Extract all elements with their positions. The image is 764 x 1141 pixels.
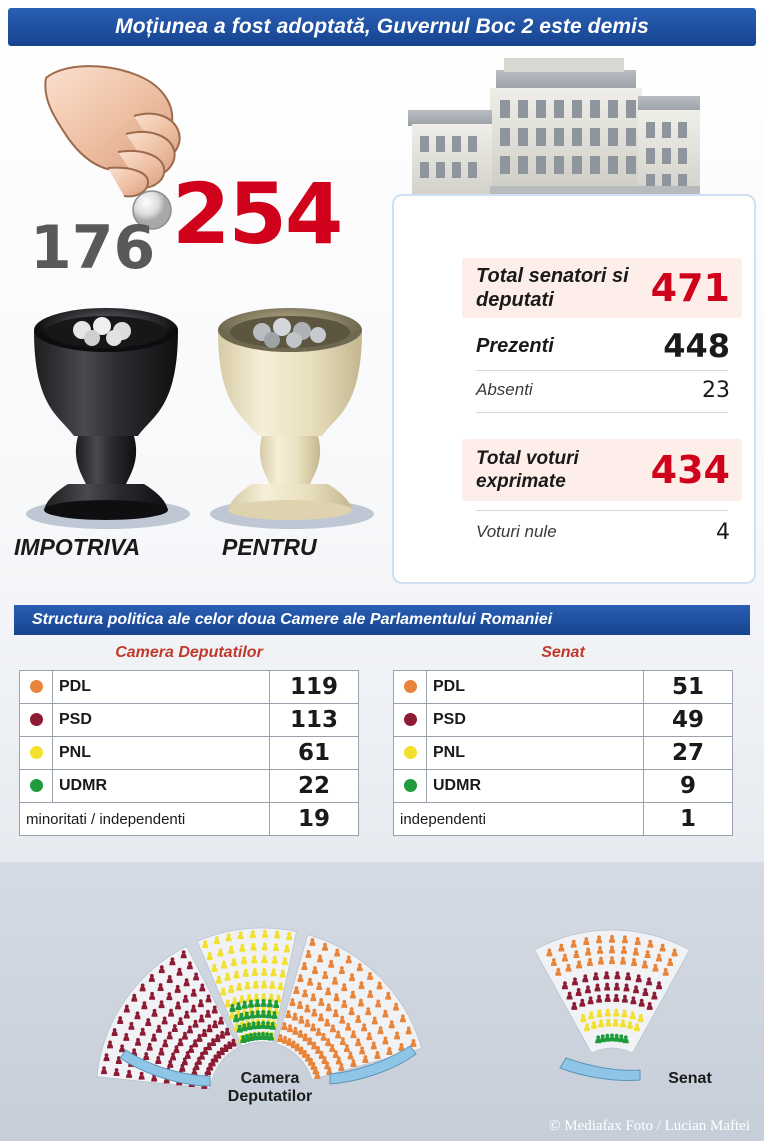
hemicycle-label-line2: Deputatilor: [227, 1088, 313, 1105]
party-seats: 22: [270, 770, 359, 803]
party-color-swatch: [20, 770, 53, 803]
party-color-swatch: [20, 704, 53, 737]
party-color-swatch: [394, 704, 427, 737]
hemicycle-label-senate: Senat: [668, 1070, 712, 1087]
stat-value: 434: [650, 448, 730, 492]
divider: [476, 370, 728, 371]
structure-section-header: [14, 605, 750, 635]
party-seats: 113: [270, 704, 359, 737]
party-name: PNL: [53, 737, 270, 770]
table-row: [20, 770, 359, 803]
chamber-senate-block: [388, 644, 738, 836]
urn-against: [16, 288, 196, 538]
credit-text: © Mediafax Foto / Lucian Maftei: [549, 1118, 750, 1134]
party-seats: 51: [644, 671, 733, 704]
party-name: PDL: [53, 671, 270, 704]
stat-label: Voturi nule: [476, 522, 557, 541]
vote-statistics-panel: [392, 194, 756, 584]
table-row: [394, 671, 733, 704]
urn-for: [200, 288, 380, 538]
party-seats: 61: [270, 737, 359, 770]
party-seats: 27: [644, 737, 733, 770]
page-title: Moțiunea a fost adoptată, Guvernul Boc 2 este demis: [115, 15, 649, 38]
stat-value: 448: [663, 327, 730, 365]
party-name: UDMR: [427, 770, 644, 803]
party-seats: 19: [270, 803, 359, 836]
table-row: [394, 770, 733, 803]
stat-value: 4: [716, 519, 730, 545]
party-name: minoritati / independenti: [20, 803, 270, 836]
table-row: [394, 803, 733, 836]
votes-against-count: 176: [30, 213, 156, 283]
table-row: [394, 737, 733, 770]
stat-row: [462, 324, 742, 368]
party-seats: 9: [644, 770, 733, 803]
stat-label: Total senatori si deputati: [476, 265, 629, 311]
stat-row: [462, 258, 742, 318]
party-color-swatch: [20, 737, 53, 770]
party-name: PSD: [427, 704, 644, 737]
hemicycle-label-line1: Camera: [240, 1070, 300, 1087]
table-row: [20, 803, 359, 836]
party-seats: 1: [644, 803, 733, 836]
table-row: [20, 737, 359, 770]
votes-for-label: PENTRU: [222, 534, 317, 560]
hemicycle-label-deputies: [180, 1070, 360, 1106]
votes-for-count: 254: [172, 165, 342, 263]
title-bar: [8, 8, 756, 46]
party-name: PNL: [427, 737, 644, 770]
party-color-swatch: [20, 671, 53, 704]
stat-label: Total voturi exprimate: [476, 448, 579, 492]
party-color-swatch: [394, 770, 427, 803]
party-name: PSD: [53, 704, 270, 737]
stat-row: [462, 514, 742, 550]
divider: [476, 412, 728, 413]
chamber-deputies-block: [14, 644, 364, 836]
table-row: [394, 704, 733, 737]
structure-section-title: Structura politica ale celor doua Camere ale Parlamentului Romaniei: [32, 611, 553, 628]
hemicycle-section: [0, 862, 764, 1141]
divider: [476, 510, 728, 511]
party-seats: 49: [644, 704, 733, 737]
chamber-title: Senat: [541, 644, 585, 661]
vote-section: [0, 50, 390, 580]
party-color-swatch: [394, 737, 427, 770]
party-name: PDL: [427, 671, 644, 704]
party-name: independenti: [394, 803, 644, 836]
party-seats: 119: [270, 671, 359, 704]
chamber-title: Camera Deputatilor: [115, 644, 263, 661]
stat-label: Absenti: [476, 380, 533, 399]
party-table-deputies: [19, 670, 359, 836]
party-name: UDMR: [53, 770, 270, 803]
hemicycle-diagrams: [0, 862, 764, 1141]
party-color-swatch: [394, 671, 427, 704]
table-row: [20, 671, 359, 704]
stat-label: Prezenti: [476, 334, 554, 357]
stat-row: [462, 372, 742, 408]
stat-value: 23: [702, 377, 730, 403]
party-table-senate: [393, 670, 733, 836]
stat-value: 471: [650, 266, 730, 310]
stat-row: [462, 439, 742, 501]
votes-against-label: IMPOTRIVA: [14, 534, 141, 560]
table-row: [20, 704, 359, 737]
hemicycle-senate: [534, 930, 689, 1053]
